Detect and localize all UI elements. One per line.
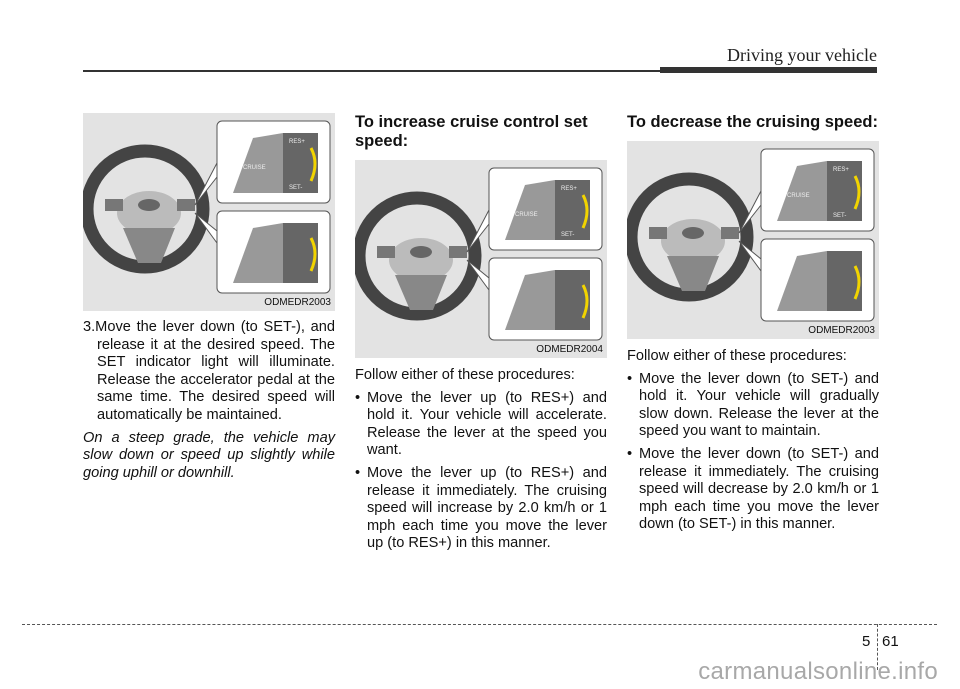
footer-rule <box>22 624 937 625</box>
column-3 <box>627 113 879 534</box>
figure-label: SET- <box>289 185 303 191</box>
figure-label: RES+ <box>833 167 849 173</box>
list-item: • Move the lever down (to SET-) and release it immediately. The cruising speed will decrease by 2.0 km/h or 1 mph each time you move the lever down (to SET-) in this manner. <box>627 446 879 534</box>
column-2 <box>355 113 607 553</box>
figure-label: RES+ <box>561 186 577 192</box>
watermark: carmanualsonline.info <box>698 658 938 685</box>
steering-wheel-illustration <box>627 141 879 339</box>
page-number: 61 <box>882 633 899 650</box>
figure-caption: ODMEDR2003 <box>808 325 875 336</box>
steering-wheel-illustration <box>83 113 335 311</box>
column-1 <box>83 113 335 482</box>
section-number: 5 <box>862 633 871 650</box>
figure-label: RES+ <box>289 139 305 145</box>
list-item: • Move the lever up (to RES+) and hold it. Your vehicle will accelerate. Release the lever at the speed you want. <box>355 390 607 460</box>
steering-wheel-figure <box>627 141 879 339</box>
list-item: • Move the lever up (to RES+) and release it immediately. The cruising speed will increase by 2.0 km/h or 1 mph each time you move the lever up (to RES+) in this manner. <box>355 465 607 553</box>
running-header: Driving your vehicle <box>727 45 877 65</box>
note: On a steep grade, the vehicle may slow down or speed up slightly while going uphill or downhill. <box>83 429 335 481</box>
header-rule-thick <box>660 67 877 73</box>
figure-label: SET- <box>833 213 847 219</box>
intro-text: Follow either of these procedures: <box>627 348 847 364</box>
steering-wheel-figure <box>355 160 607 358</box>
step-3: 3.Move the lever down (to SET-), and release it at the desired speed. The SET indicator light will illuminate. Release the accelerator pedal at the same time. The desired speed will automatically be maintained. <box>83 319 335 423</box>
figure-label: SET- <box>561 232 575 238</box>
section-heading: To increase cruise control set speed: <box>355 113 588 150</box>
figure-caption: ODMEDR2004 <box>536 344 603 355</box>
steering-wheel-illustration <box>355 160 607 358</box>
list-item: • Move the lever down (to SET-) and hold it. Your vehicle will gradually slow down. Release the lever at the speed you want to maintain. <box>627 371 879 441</box>
header-rule <box>83 70 663 72</box>
intro-text: Follow either of these procedures: <box>355 367 575 383</box>
section-heading: To decrease the cruising speed: <box>627 113 878 131</box>
figure-label: CRUISE <box>515 212 538 218</box>
figure-label: CRUISE <box>787 193 810 199</box>
figure-label: CRUISE <box>243 165 266 171</box>
figure-caption: ODMEDR2003 <box>264 297 331 308</box>
steering-wheel-figure <box>83 113 335 311</box>
